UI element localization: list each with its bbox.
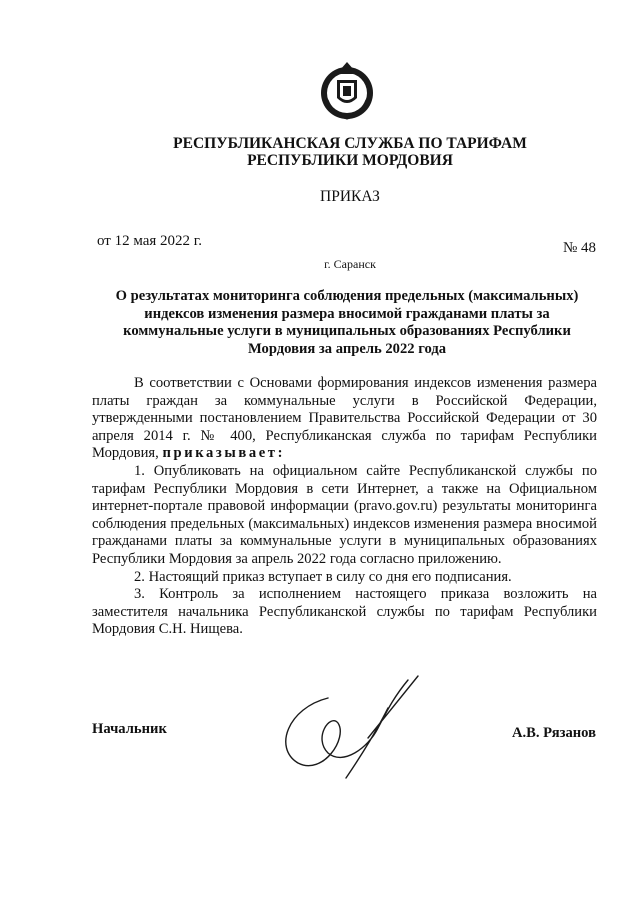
orders-word: приказывает: bbox=[162, 445, 286, 462]
coat-of-arms-icon bbox=[318, 60, 376, 122]
document-type: ПРИКАЗ bbox=[320, 188, 380, 205]
org-line-1: РЕСПУБЛИКАНСКАЯ СЛУЖБА ПО ТАРИФАМ bbox=[173, 135, 527, 152]
organization-name bbox=[100, 135, 600, 169]
document-number: № 48 bbox=[562, 240, 596, 256]
document-date: от 12 мая 2022 г. bbox=[97, 233, 203, 249]
document-body bbox=[92, 375, 597, 639]
document-subject: О результатах мониторинга соблюдения предельных (максимальных) индексов изменения размера вносимой гражданами платы за коммунальные услуги в муниципальных образованиях Республики Мордовия за апрель 2022 года bbox=[115, 288, 579, 357]
signer-name: А.В. Рязанов bbox=[511, 725, 596, 741]
order-item-1: 1. Опубликовать на официальном сайте Республиканской службы по тарифам Республики Мордовия в сети Интернет, а также на Официальном интернет-портале правовой информации (pravo.gov.ru) результаты мониторинга соблюдения предельных (максимальных) индексов изменения размера вносимой гражданами платы за коммунальные услуги в муниципальных образованиях Республики Мордовия за апрель 2022 года согласно приложению. bbox=[92, 462, 597, 567]
org-line-2: РЕСПУБЛИКИ МОРДОВИЯ bbox=[247, 152, 453, 169]
handwritten-signature bbox=[268, 668, 448, 788]
document-city: г. Саранск bbox=[324, 257, 376, 271]
preamble-text: В соответствии с Основами формирования индексов изменения размера платы граждан за коммунальные услуги в Российской Федерации, утвержденными постановлением Правительства Российской Федерации от 30 апреля 2014 г. № 400, Республиканская служба по тарифам Республики Мордовия, bbox=[92, 375, 597, 462]
signer-title: Начальник bbox=[92, 721, 167, 737]
order-item-3: 3. Контроль за исполнением настоящего приказа возложить на заместителя начальника Республиканской службы по тарифам Республики Мордовия С.Н. Нищева. bbox=[92, 586, 597, 638]
order-item-2: 2. Настоящий приказ вступает в силу со дня его подписания. bbox=[134, 568, 512, 585]
preamble-paragraph bbox=[92, 375, 597, 463]
